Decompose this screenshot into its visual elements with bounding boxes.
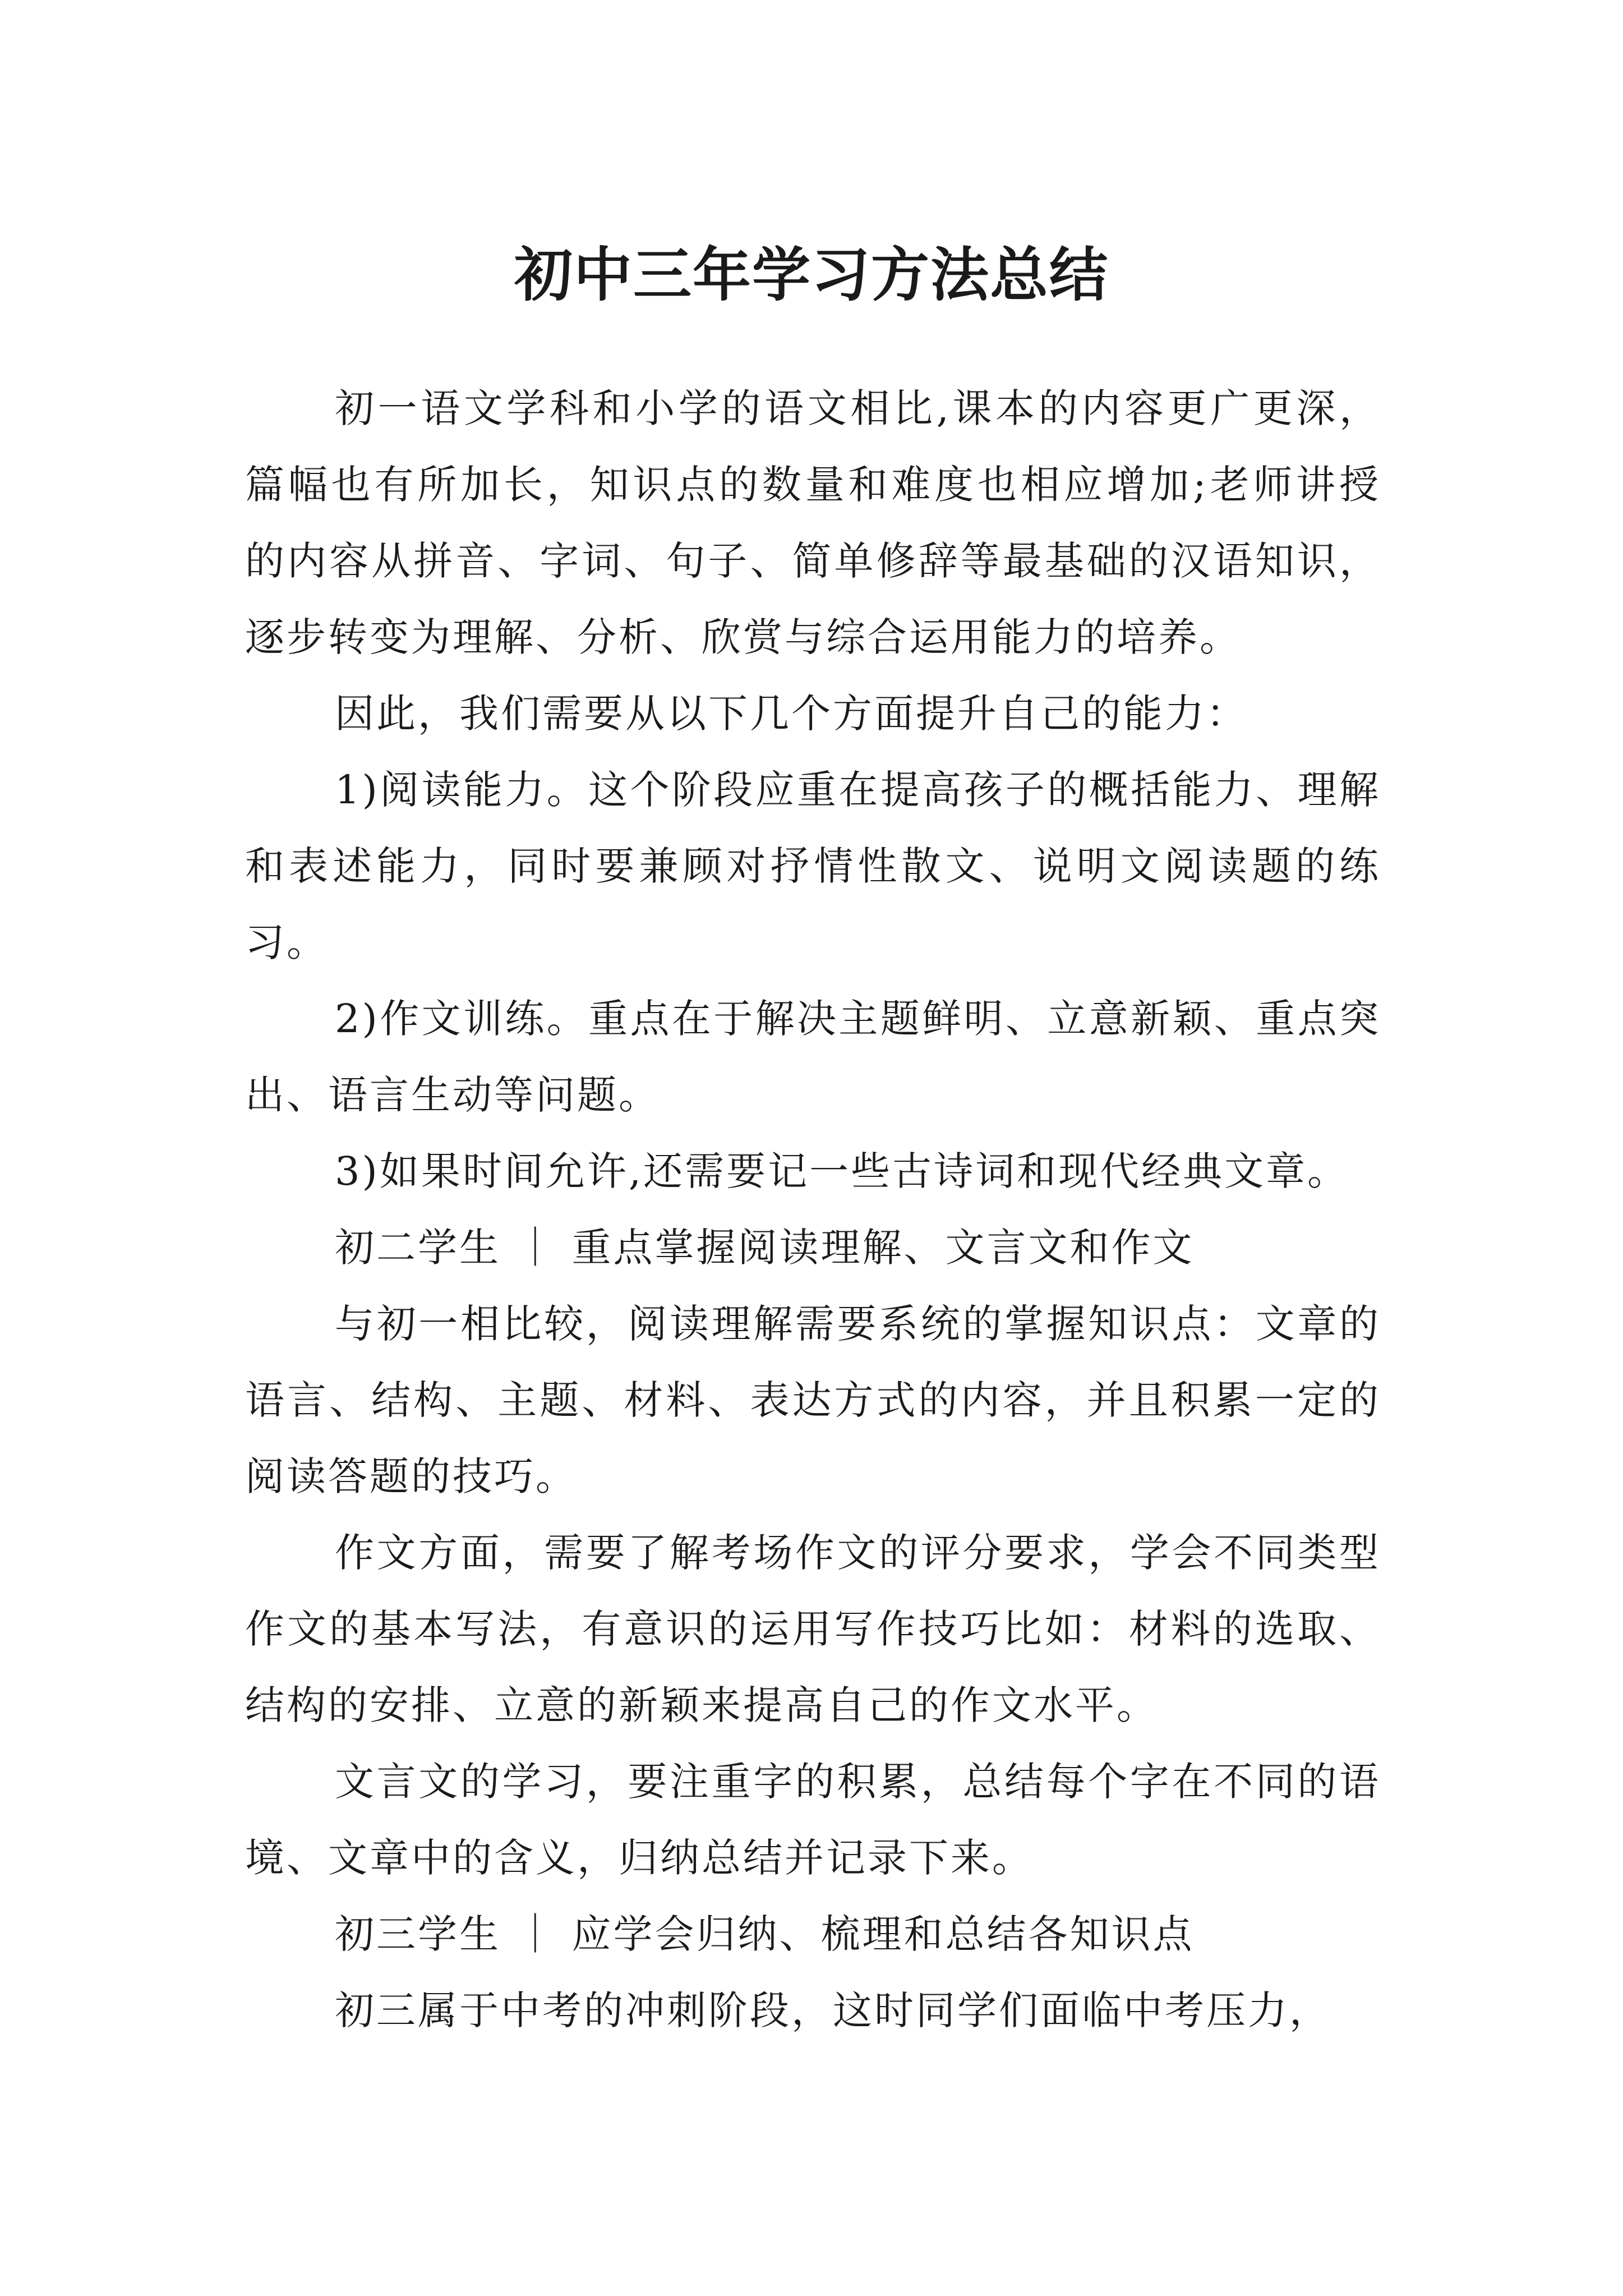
section-heading: 初三学生 ｜ 应学会归纳、梳理和总结各知识点: [335, 1911, 1195, 1957]
paragraph: 初三属于中考的冲刺阶段，这时同学们面临中考压力，: [335, 1987, 1331, 2033]
paragraph: 2)作文训练。重点在于解决主题鲜明、立意新颖、重点突出、语言生动等问题。: [245, 996, 1381, 1118]
paragraph: 3)如果时间允许,还需要记一些古诗词和现代经典文章。: [335, 1148, 1349, 1194]
paragraph: 初一语文学科和小学的语文相比,课本的内容更广更深，篇幅也有所加长，知识点的数量和难度也相应增加;老师讲授的内容从拼音、字词、句子、简单修辞等最基础的汉语知识，逐步转变为理解、分析、欣赏与综合运用能力的培养。: [245, 385, 1381, 660]
paragraph: 因此，我们需要从以下几个方面提升自己的能力：: [335, 691, 1248, 737]
paragraph: 与初一相比较，阅读理解需要系统的掌握知识点：文章的语言、结构、主题、材料、表达方式的内容，并且积累一定的阅读答题的技巧。: [245, 1301, 1381, 1499]
document-body: [245, 370, 1381, 2049]
paragraph: 文言文的学习，要注重字的积累，总结每个字在不同的语境、文章中的含义，归纳总结并记录下来。: [245, 1759, 1381, 1881]
paragraph: 1)阅读能力。这个阶段应重在提高孩子的概括能力、理解和表述能力，同时要兼顾对抒情性散文、说明文阅读题的练习。: [245, 767, 1381, 965]
paragraph: 作文方面，需要了解考场作文的评分要求，学会不同类型作文的基本写法，有意识的运用写作技巧比如：材料的选取、结构的安排、立意的新颖来提高自己的作文水平。: [245, 1530, 1381, 1728]
document-title: 初中三年学习方法总结: [514, 240, 1109, 309]
section-heading: 初二学生 ｜ 重点掌握阅读理解、文言文和作文: [335, 1225, 1195, 1271]
